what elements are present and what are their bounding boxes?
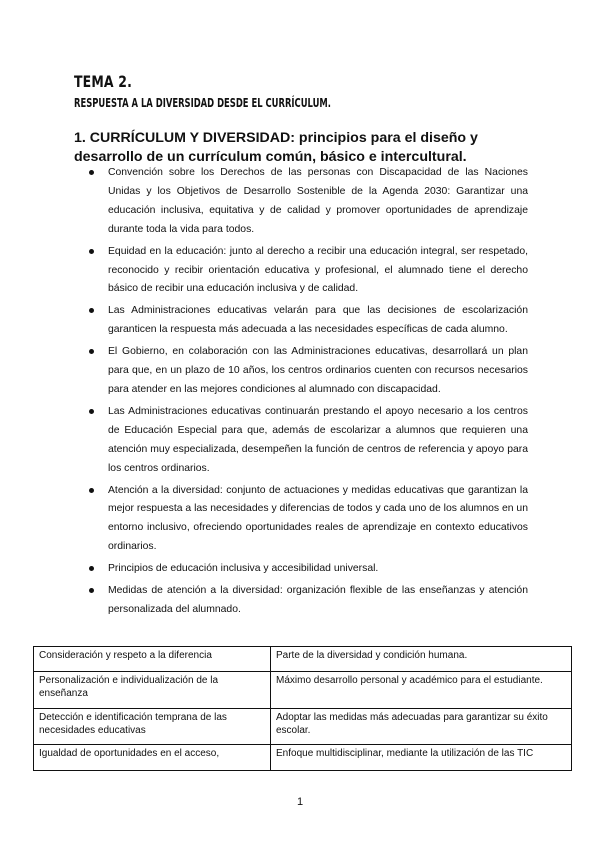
list-item-text: Equidad en la educación: junto al derecho a recibir una educación integral, ser respetado, reconocido y recibir orientación educativa y profesional, el alumnado tiene el derecho básico de recibir una educación inclusiva y de calidad. — [108, 245, 528, 295]
list-item — [88, 343, 528, 400]
table-cell: Detección e identificación temprana de las necesidades educativas — [34, 709, 271, 745]
list-item — [88, 164, 528, 240]
principles-table — [33, 646, 572, 771]
list-item-text: Convención sobre los Derechos de las personas con Discapacidad de las Naciones Unidas y los Objetivos de Desarrollo Sostenible de la Agenda 2030: Garantizar una educación inclusiva, equitativa y de calidad y promover oportunidades de aprendizaje durante toda la vida para todos. — [108, 167, 528, 235]
list-item — [88, 582, 528, 620]
topic-subtitle: RESPUESTA A LA DIVERSIDAD DESDE EL CURRÍCULUM. — [74, 96, 331, 110]
bullet-list — [88, 164, 528, 623]
table-cell: Enfoque multidisciplinar, mediante la utilización de las TIC — [271, 745, 572, 771]
bullet-icon — [89, 488, 94, 493]
bullet-icon — [89, 409, 94, 414]
list-item — [88, 403, 528, 479]
table-cell: Parte de la diversidad y condición humana. — [271, 647, 572, 672]
table-row — [34, 745, 572, 771]
list-item-text: Atención a la diversidad: conjunto de actuaciones y medidas educativas que garantizan la mejor respuesta a las necesidades y diferencias de todos y cada uno de los alumnos en un entorno inclusivo, ofreciendo oportunidades reales de aprendizaje en contexto educativos ordinarios. — [108, 484, 528, 553]
list-item-text: Las Administraciones educativas velarán para que las decisiones de escolarización garanticen la respuesta más adecuada a las necesidades específicas de cada alumno. — [108, 305, 528, 336]
table-cell: Adoptar las medidas más adecuadas para garantizar su éxito escolar. — [271, 709, 572, 745]
list-item — [88, 243, 528, 300]
bullet-icon — [89, 308, 94, 313]
bullet-icon — [89, 566, 94, 571]
bullet-icon — [89, 349, 94, 354]
list-item-text: El Gobierno, en colaboración con las Administraciones educativas, desarrollará un plan para que, en un plazo de 10 años, los centros ordinarios cuenten con recursos necesarios para atender en las mejores condiciones al alumnado con discapacidad. — [108, 346, 528, 395]
list-item-text: Principios de educación inclusiva y accesibilidad universal. — [108, 563, 379, 575]
list-item-text: Medidas de atención a la diversidad: organización flexible de las enseñanzas y atención personalizada del alumnado. — [108, 585, 528, 615]
page-number: 1 — [296, 796, 304, 808]
table-row — [34, 709, 572, 745]
topic-title: TEMA 2. — [74, 72, 132, 91]
section-heading: 1. CURRÍCULUM Y DIVERSIDAD: principios para el diseño y desarrollo de un currículum común, básico e intercultural. — [74, 130, 478, 165]
table-cell: Consideración y respeto a la diferencia — [34, 647, 271, 672]
list-item-text: Las Administraciones educativas continuarán prestando el apoyo necesario a los centros de Educación Especial para que, además de escolarizar a alumnos que requieren una atención muy especializada, desempeñen la función de centros de referencia y apoyo para los centros ordinarios. — [108, 405, 528, 474]
table-cell: Personalización e individualización de la enseñanza — [34, 672, 271, 709]
table-row — [34, 647, 572, 672]
bullet-icon — [89, 588, 94, 593]
table-row — [34, 672, 572, 709]
table-cell: Máximo desarrollo personal y académico para el estudiante. — [271, 672, 572, 709]
bullet-icon — [89, 170, 94, 175]
list-item — [88, 302, 528, 340]
bullet-icon — [89, 249, 94, 254]
list-item — [88, 482, 528, 558]
table-cell: Igualdad de oportunidades en el acceso, — [34, 745, 271, 771]
list-item — [88, 560, 528, 579]
